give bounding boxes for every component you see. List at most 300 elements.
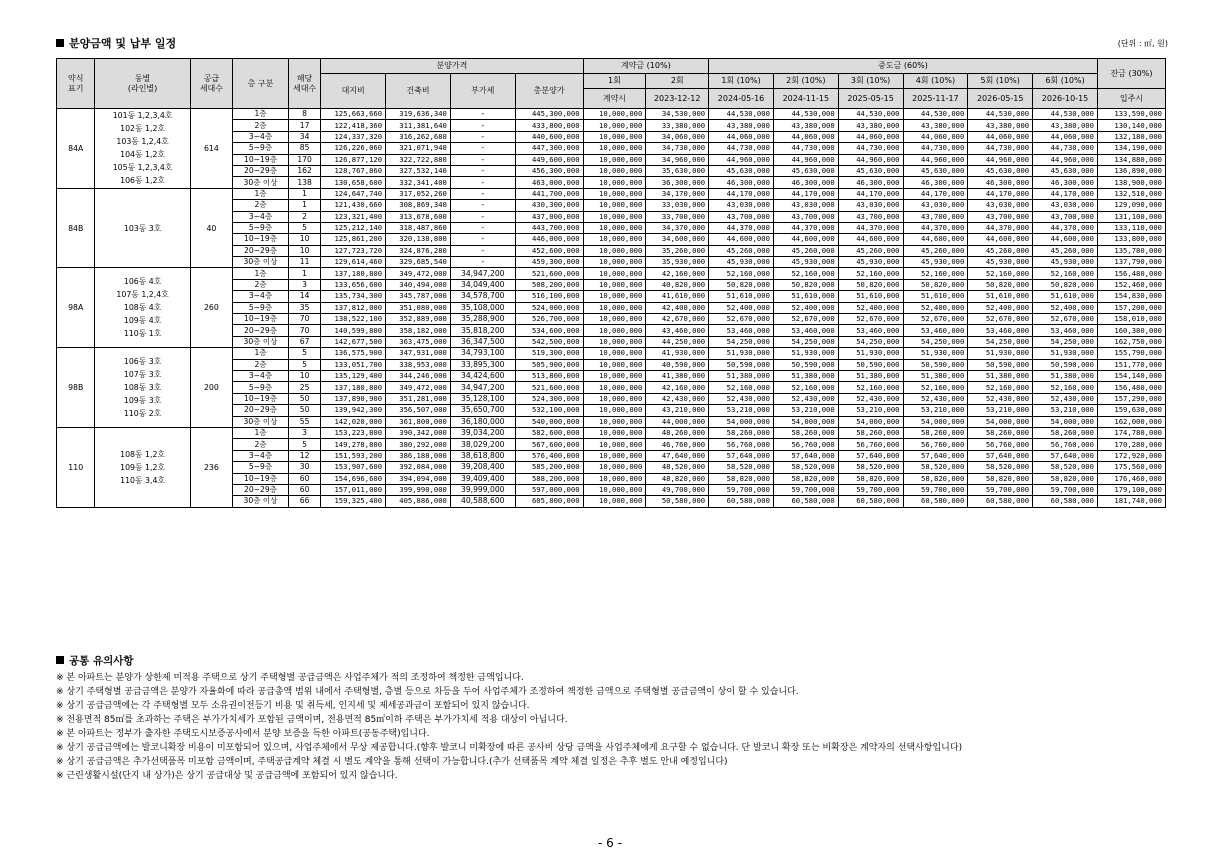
amount-cell: 10,000,000 [583, 348, 646, 359]
floor-cell: 5~9층 [233, 222, 289, 233]
header-m4-date: 2025-11-17 [903, 89, 968, 109]
amount-cell: 135,129,400 [321, 370, 386, 381]
units-cell: 66 [288, 496, 320, 507]
amount-cell: 42,670,000 [646, 314, 709, 325]
amount-cell: 392,084,000 [386, 462, 451, 473]
amount-cell: 54,250,000 [773, 336, 838, 347]
amount-cell: 159,630,000 [1097, 405, 1165, 416]
amount-cell: 394,094,000 [386, 473, 451, 484]
amount-cell: - [450, 188, 515, 199]
amount-cell: 34,530,000 [646, 109, 709, 120]
amount-cell: 51,610,000 [709, 291, 774, 302]
amount-cell: 44,600,000 [709, 234, 774, 245]
amount-cell: 540,000,000 [515, 416, 583, 427]
amount-cell: 10,000,000 [583, 382, 646, 393]
amount-cell: 43,030,000 [903, 200, 968, 211]
amount-cell: 463,000,000 [515, 177, 583, 188]
amount-cell: 34,049,400 [450, 279, 515, 290]
amount-cell: 10,000,000 [583, 200, 646, 211]
header-m1: 1회 (10%) [709, 74, 774, 89]
floor-cell: 3~4층 [233, 291, 289, 302]
amount-cell: 56,760,000 [903, 439, 968, 450]
amount-cell: 43,380,000 [1033, 120, 1098, 131]
supply-cell: 236 [190, 427, 233, 507]
amount-cell: 58,520,000 [968, 462, 1033, 473]
amount-cell: 59,700,000 [903, 484, 968, 495]
note-item: ※ 상기 주택형별 공급금액은 분양가 자율화에 따라 공급총액 범위 내에서 주택형별, 층별 등으로 차등을 두어 사업주체가 조정하여 책정한 금액으로 주택형별 공급금액이 상이 할 수 있습니다. [56, 687, 799, 697]
amount-cell: 43,460,000 [646, 325, 709, 336]
amount-cell: 329,685,540 [386, 257, 451, 268]
amount-cell: 50,590,000 [773, 359, 838, 370]
units-cell: 50 [288, 393, 320, 404]
amount-cell: 34,424,600 [450, 370, 515, 381]
amount-cell: 51,380,000 [709, 370, 774, 381]
floor-cell: 30층 이상 [233, 177, 289, 188]
units-cell: 1 [288, 188, 320, 199]
amount-cell: 52,670,000 [838, 314, 903, 325]
amount-cell: 46,300,000 [838, 177, 903, 188]
amount-cell: 50,820,000 [968, 279, 1033, 290]
table-row [57, 427, 1166, 438]
type-cell: 84A [57, 109, 95, 189]
floor-cell: 2층 [233, 359, 289, 370]
amount-cell: 43,380,000 [903, 120, 968, 131]
building-cell: 108동 1,2호 109동 1,2호 110동 3,4호 [95, 427, 190, 507]
units-cell: 5 [288, 359, 320, 370]
amount-cell: 10,000,000 [583, 302, 646, 313]
amount-cell: 605,800,000 [515, 496, 583, 507]
amount-cell: 51,610,000 [1033, 291, 1098, 302]
amount-cell: 53,460,000 [968, 325, 1033, 336]
amount-cell: 52,430,000 [1033, 393, 1098, 404]
amount-cell: 49,700,000 [646, 484, 709, 495]
amount-cell: 52,160,000 [1033, 268, 1098, 279]
amount-cell: 51,930,000 [709, 348, 774, 359]
amount-cell: 57,640,000 [709, 450, 774, 461]
amount-cell: 534,600,000 [515, 325, 583, 336]
amount-cell: 52,160,000 [838, 382, 903, 393]
amount-cell: 159,325,400 [321, 496, 386, 507]
note-item: ※ 본 아파트는 정부가 출자한 주택도시보증공사에서 분양 보증을 득한 아파트(공동주택)입니다. [56, 729, 430, 739]
amount-cell: 58,820,000 [773, 473, 838, 484]
amount-cell: 35,260,000 [646, 245, 709, 256]
amount-cell: 157,290,000 [1097, 393, 1165, 404]
amount-cell: 53,460,000 [773, 325, 838, 336]
table-row [57, 348, 1166, 359]
amount-cell: 53,210,000 [838, 405, 903, 416]
amount-cell: 44,060,000 [838, 131, 903, 142]
amount-cell: 33,030,000 [646, 200, 709, 211]
amount-cell: 532,100,000 [515, 405, 583, 416]
amount-cell: 52,160,000 [709, 268, 774, 279]
amount-cell: 43,210,000 [646, 405, 709, 416]
floor-cell: 2층 [233, 439, 289, 450]
amount-cell: 45,630,000 [838, 165, 903, 176]
amount-cell: 53,210,000 [903, 405, 968, 416]
units-cell: 70 [288, 314, 320, 325]
amount-cell: 33,895,300 [450, 359, 515, 370]
amount-cell: 43,030,000 [709, 200, 774, 211]
amount-cell: 154,140,000 [1097, 370, 1165, 381]
amount-cell: 43,030,000 [968, 200, 1033, 211]
amount-cell: 10,000,000 [583, 109, 646, 120]
amount-cell: 137,180,800 [321, 382, 386, 393]
amount-cell: 44,170,000 [903, 188, 968, 199]
units-cell: 60 [288, 484, 320, 495]
amount-cell: 36,300,000 [646, 177, 709, 188]
amount-cell: 567,600,000 [515, 439, 583, 450]
amount-cell: 352,889,000 [386, 314, 451, 325]
amount-cell: 10,000,000 [583, 473, 646, 484]
amount-cell: 52,670,000 [773, 314, 838, 325]
floor-cell: 10~19층 [233, 314, 289, 325]
amount-cell: 524,000,000 [515, 302, 583, 313]
amount-cell: 597,000,000 [515, 484, 583, 495]
amount-cell: 135,780,000 [1097, 245, 1165, 256]
amount-cell: 43,030,000 [1033, 200, 1098, 211]
amount-cell: 43,380,000 [773, 120, 838, 131]
amount-cell: 10,000,000 [583, 279, 646, 290]
amount-cell: 58,820,000 [838, 473, 903, 484]
section-title [56, 35, 176, 51]
amount-cell: 52,160,000 [709, 382, 774, 393]
amount-cell: 52,160,000 [838, 268, 903, 279]
note-item: ※ 근린생활시설(단지 내 상가)은 상기 공급대상 및 공급금액에 포함되어 있지 않습니다. [56, 771, 398, 781]
units-cell: 17 [288, 120, 320, 131]
amount-cell: 48,260,000 [646, 427, 709, 438]
amount-cell: 44,530,000 [968, 109, 1033, 120]
amount-cell: 125,663,660 [321, 109, 386, 120]
amount-cell: 45,930,000 [838, 257, 903, 268]
floor-cell: 30층 이상 [233, 496, 289, 507]
amount-cell: 124,647,740 [321, 188, 386, 199]
amount-cell: 51,930,000 [838, 348, 903, 359]
amount-cell: 50,580,000 [646, 496, 709, 507]
floor-cell: 1층 [233, 427, 289, 438]
units-cell: 67 [288, 336, 320, 347]
amount-cell: 39,999,000 [450, 484, 515, 495]
amount-cell: 153,907,600 [321, 462, 386, 473]
amount-cell: 129,090,000 [1097, 200, 1165, 211]
amount-cell: 47,640,000 [646, 450, 709, 461]
amount-cell: 42,160,000 [646, 382, 709, 393]
amount-cell: 42,160,000 [646, 268, 709, 279]
floor-cell: 3~4층 [233, 450, 289, 461]
table-row [57, 109, 1166, 120]
amount-cell: 50,590,000 [903, 359, 968, 370]
amount-cell: 53,210,000 [709, 405, 774, 416]
amount-cell: 133,590,000 [1097, 109, 1165, 120]
amount-cell: 33,380,000 [646, 120, 709, 131]
amount-cell: 45,260,000 [968, 245, 1033, 256]
amount-cell: 38,029,200 [450, 439, 515, 450]
amount-cell: 58,260,000 [709, 427, 774, 438]
amount-cell: 45,260,000 [1033, 245, 1098, 256]
units-cell: 10 [288, 245, 320, 256]
table-header [57, 59, 1166, 109]
amount-cell: 123,321,400 [321, 211, 386, 222]
amount-cell: 51,610,000 [968, 291, 1033, 302]
amount-cell: 35,630,000 [646, 165, 709, 176]
amount-cell: 313,678,600 [386, 211, 451, 222]
amount-cell: 58,260,000 [1033, 427, 1098, 438]
units-cell: 30 [288, 462, 320, 473]
amount-cell: 155,790,000 [1097, 348, 1165, 359]
type-cell: 98B [57, 348, 95, 428]
amount-cell: 52,430,000 [838, 393, 903, 404]
amount-cell: 44,730,000 [709, 143, 774, 154]
amount-cell: 129,614,460 [321, 257, 386, 268]
amount-cell: 44,170,000 [838, 188, 903, 199]
amount-cell: 48,820,000 [646, 473, 709, 484]
amount-cell: 349,472,000 [386, 268, 451, 279]
amount-cell: 140,599,800 [321, 325, 386, 336]
amount-cell: 351,281,000 [386, 393, 451, 404]
amount-cell: 390,342,000 [386, 427, 451, 438]
floor-cell: 1층 [233, 109, 289, 120]
amount-cell: 44,730,000 [968, 143, 1033, 154]
header-building: 동별 (라인별) [95, 59, 190, 109]
amount-cell: 53,210,000 [1033, 405, 1098, 416]
units-cell: 34 [288, 131, 320, 142]
amount-cell: 433,800,000 [515, 120, 583, 131]
amount-cell: 52,670,000 [903, 314, 968, 325]
amount-cell: 133,656,600 [321, 279, 386, 290]
amount-cell: 44,170,000 [1033, 188, 1098, 199]
header-vat: 부가세 [450, 74, 515, 109]
amount-cell: 437,000,000 [515, 211, 583, 222]
amount-cell: 51,380,000 [968, 370, 1033, 381]
amount-cell: 50,820,000 [1033, 279, 1098, 290]
amount-cell: 58,820,000 [903, 473, 968, 484]
amount-cell: 54,000,000 [1033, 416, 1098, 427]
amount-cell: 588,200,000 [515, 473, 583, 484]
amount-cell: 154,830,000 [1097, 291, 1165, 302]
units-cell: 35 [288, 302, 320, 313]
header-balance: 잔금 (30%) [1097, 59, 1165, 89]
amount-cell: 35,930,000 [646, 257, 709, 268]
amount-cell: 10,000,000 [583, 188, 646, 199]
amount-cell: 10,000,000 [583, 450, 646, 461]
amount-cell: - [450, 143, 515, 154]
amount-cell: 44,960,000 [968, 154, 1033, 165]
amount-cell: 44,960,000 [773, 154, 838, 165]
amount-cell: 134,880,000 [1097, 154, 1165, 165]
units-cell: 11 [288, 257, 320, 268]
amount-cell: 43,700,000 [773, 211, 838, 222]
amount-cell: 44,250,000 [646, 336, 709, 347]
amount-cell: 44,370,000 [773, 222, 838, 233]
amount-cell: 35,108,000 [450, 302, 515, 313]
amount-cell: 45,930,000 [903, 257, 968, 268]
amount-cell: 45,260,000 [773, 245, 838, 256]
amount-cell: 43,700,000 [903, 211, 968, 222]
amount-cell: 122,418,360 [321, 120, 386, 131]
floor-cell: 1층 [233, 268, 289, 279]
floor-cell: 20~29층 [233, 405, 289, 416]
amount-cell: 170,280,000 [1097, 439, 1165, 450]
header-balance-date: 입주시 [1097, 89, 1165, 109]
amount-cell: - [450, 154, 515, 165]
amount-cell: 40,588,600 [450, 496, 515, 507]
header-c1: 1회 [583, 74, 646, 89]
amount-cell: 52,670,000 [1033, 314, 1098, 325]
amount-cell: 446,000,000 [515, 234, 583, 245]
amount-cell: 43,380,000 [968, 120, 1033, 131]
units-cell: 3 [288, 279, 320, 290]
amount-cell: 43,380,000 [838, 120, 903, 131]
amount-cell: 46,300,000 [903, 177, 968, 188]
amount-cell: 156,480,000 [1097, 382, 1165, 393]
amount-cell: 41,610,000 [646, 291, 709, 302]
amount-cell: 51,610,000 [773, 291, 838, 302]
amount-cell: 58,520,000 [1033, 462, 1098, 473]
amount-cell: 58,260,000 [903, 427, 968, 438]
amount-cell: 39,034,200 [450, 427, 515, 438]
amount-cell: 138,522,100 [321, 314, 386, 325]
amount-cell: - [450, 131, 515, 142]
amount-cell: 36,347,500 [450, 336, 515, 347]
amount-cell: 53,460,000 [838, 325, 903, 336]
amount-cell: 44,530,000 [1033, 109, 1098, 120]
section-title-text: 분양금액 및 납부 일정 [69, 37, 177, 50]
amount-cell: 45,930,000 [1033, 257, 1098, 268]
amount-cell: 56,760,000 [773, 439, 838, 450]
amount-cell: 52,160,000 [773, 382, 838, 393]
amount-cell: 133,110,000 [1097, 222, 1165, 233]
floor-cell: 3~4층 [233, 211, 289, 222]
floor-cell: 20~29층 [233, 325, 289, 336]
amount-cell: 44,370,000 [709, 222, 774, 233]
amount-cell: 35,650,700 [450, 405, 515, 416]
amount-cell: 44,060,000 [773, 131, 838, 142]
amount-cell: 50,820,000 [903, 279, 968, 290]
amount-cell: 60,580,000 [709, 496, 774, 507]
amount-cell: 54,000,000 [709, 416, 774, 427]
amount-cell: - [450, 165, 515, 176]
amount-cell: 10,000,000 [583, 120, 646, 131]
amount-cell: 136,890,000 [1097, 165, 1165, 176]
amount-cell: 44,530,000 [709, 109, 774, 120]
amount-cell: 36,180,000 [450, 416, 515, 427]
amount-cell: 582,600,000 [515, 427, 583, 438]
amount-cell: 59,700,000 [709, 484, 774, 495]
amount-cell: 42,430,000 [646, 393, 709, 404]
amount-cell: 10,000,000 [583, 211, 646, 222]
amount-cell: 45,260,000 [709, 245, 774, 256]
amount-cell: 35,818,200 [450, 325, 515, 336]
floor-cell: 2층 [233, 200, 289, 211]
header-c2-date: 2023-12-12 [646, 89, 709, 109]
amount-cell: 10,000,000 [583, 359, 646, 370]
amount-cell: 340,494,000 [386, 279, 451, 290]
header-price-group: 분양가격 [321, 59, 583, 74]
amount-cell: 60,580,000 [968, 496, 1033, 507]
amount-cell: 10,000,000 [583, 245, 646, 256]
amount-cell: 50,820,000 [838, 279, 903, 290]
amount-cell: 156,480,000 [1097, 268, 1165, 279]
amount-cell: 10,000,000 [583, 257, 646, 268]
amount-cell: 58,260,000 [773, 427, 838, 438]
units-cell: 5 [288, 439, 320, 450]
amount-cell: 44,060,000 [1033, 131, 1098, 142]
amount-cell: 40,820,000 [646, 279, 709, 290]
amount-cell: 45,630,000 [903, 165, 968, 176]
amount-cell: 45,930,000 [773, 257, 838, 268]
amount-cell: 52,400,000 [968, 302, 1033, 313]
amount-cell: 10,000,000 [583, 496, 646, 507]
units-cell: 162 [288, 165, 320, 176]
header-m3-date: 2025-05-15 [838, 89, 903, 109]
amount-cell: 33,700,000 [646, 211, 709, 222]
amount-cell: 10,000,000 [583, 143, 646, 154]
amount-cell: 131,100,000 [1097, 211, 1165, 222]
price-table [56, 58, 1166, 508]
amount-cell: 41,380,000 [646, 370, 709, 381]
amount-cell: 133,800,000 [1097, 234, 1165, 245]
amount-cell: 56,760,000 [1033, 439, 1098, 450]
amount-cell: 125,212,140 [321, 222, 386, 233]
header-m5-date: 2026-05-15 [968, 89, 1033, 109]
amount-cell: 44,370,000 [838, 222, 903, 233]
amount-cell: 53,210,000 [773, 405, 838, 416]
amount-cell: 58,820,000 [1033, 473, 1098, 484]
amount-cell: - [450, 222, 515, 233]
amount-cell: 542,500,000 [515, 336, 583, 347]
amount-cell: 57,640,000 [903, 450, 968, 461]
amount-cell: 10,000,000 [583, 416, 646, 427]
amount-cell: 52,160,000 [1033, 382, 1098, 393]
amount-cell: 52,430,000 [968, 393, 1033, 404]
amount-cell: 43,030,000 [773, 200, 838, 211]
units-cell: 5 [288, 222, 320, 233]
amount-cell: 153,223,800 [321, 427, 386, 438]
amount-cell: 132,510,000 [1097, 188, 1165, 199]
amount-cell: 505,900,000 [515, 359, 583, 370]
amount-cell: 43,030,000 [838, 200, 903, 211]
amount-cell: 51,380,000 [838, 370, 903, 381]
amount-cell: 10,000,000 [583, 131, 646, 142]
amount-cell: 44,730,000 [838, 143, 903, 154]
type-cell: 110 [57, 427, 95, 507]
amount-cell: 44,600,000 [773, 234, 838, 245]
amount-cell: 10,000,000 [583, 268, 646, 279]
header-m6-date: 2026-10-15 [1033, 89, 1098, 109]
amount-cell: 34,170,000 [646, 188, 709, 199]
amount-cell: 45,260,000 [838, 245, 903, 256]
amount-cell: 54,250,000 [709, 336, 774, 347]
amount-cell: 10,000,000 [583, 405, 646, 416]
square-bullet-icon [56, 39, 64, 47]
amount-cell: 327,532,140 [386, 165, 451, 176]
amount-cell: 34,947,200 [450, 382, 515, 393]
amount-cell: 134,190,000 [1097, 143, 1165, 154]
amount-cell: 576,400,000 [515, 450, 583, 461]
note-item: ※ 상기 공급금액에는 발코니확장 비용이 미포함되어 있으며, 사업주체에서 무상 제공합니다.(향후 발코니 미확장에 따른 공사비 상당 금액을 사업주체에게 요구할 수 없습니다. 단 발코니 확장 또는 비확장은 계약자의 선택사항입니다) [56, 743, 963, 753]
amount-cell: - [450, 234, 515, 245]
units-cell: 12 [288, 450, 320, 461]
header-floor: 층 구분 [233, 59, 289, 109]
building-cell: 101동 1,2,3,4호 102동 1,2호 103동 1,2,4호 104동 1,2호 105동 1,2,3,4호 106동 1,2호 [95, 109, 190, 189]
amount-cell: 176,460,000 [1097, 473, 1165, 484]
amount-cell: 34,947,200 [450, 268, 515, 279]
amount-cell: 44,170,000 [709, 188, 774, 199]
floor-cell: 30층 이상 [233, 416, 289, 427]
supply-cell: 260 [190, 268, 233, 348]
amount-cell: 34,730,000 [646, 143, 709, 154]
amount-cell: 58,520,000 [709, 462, 774, 473]
amount-cell: 44,370,000 [968, 222, 1033, 233]
